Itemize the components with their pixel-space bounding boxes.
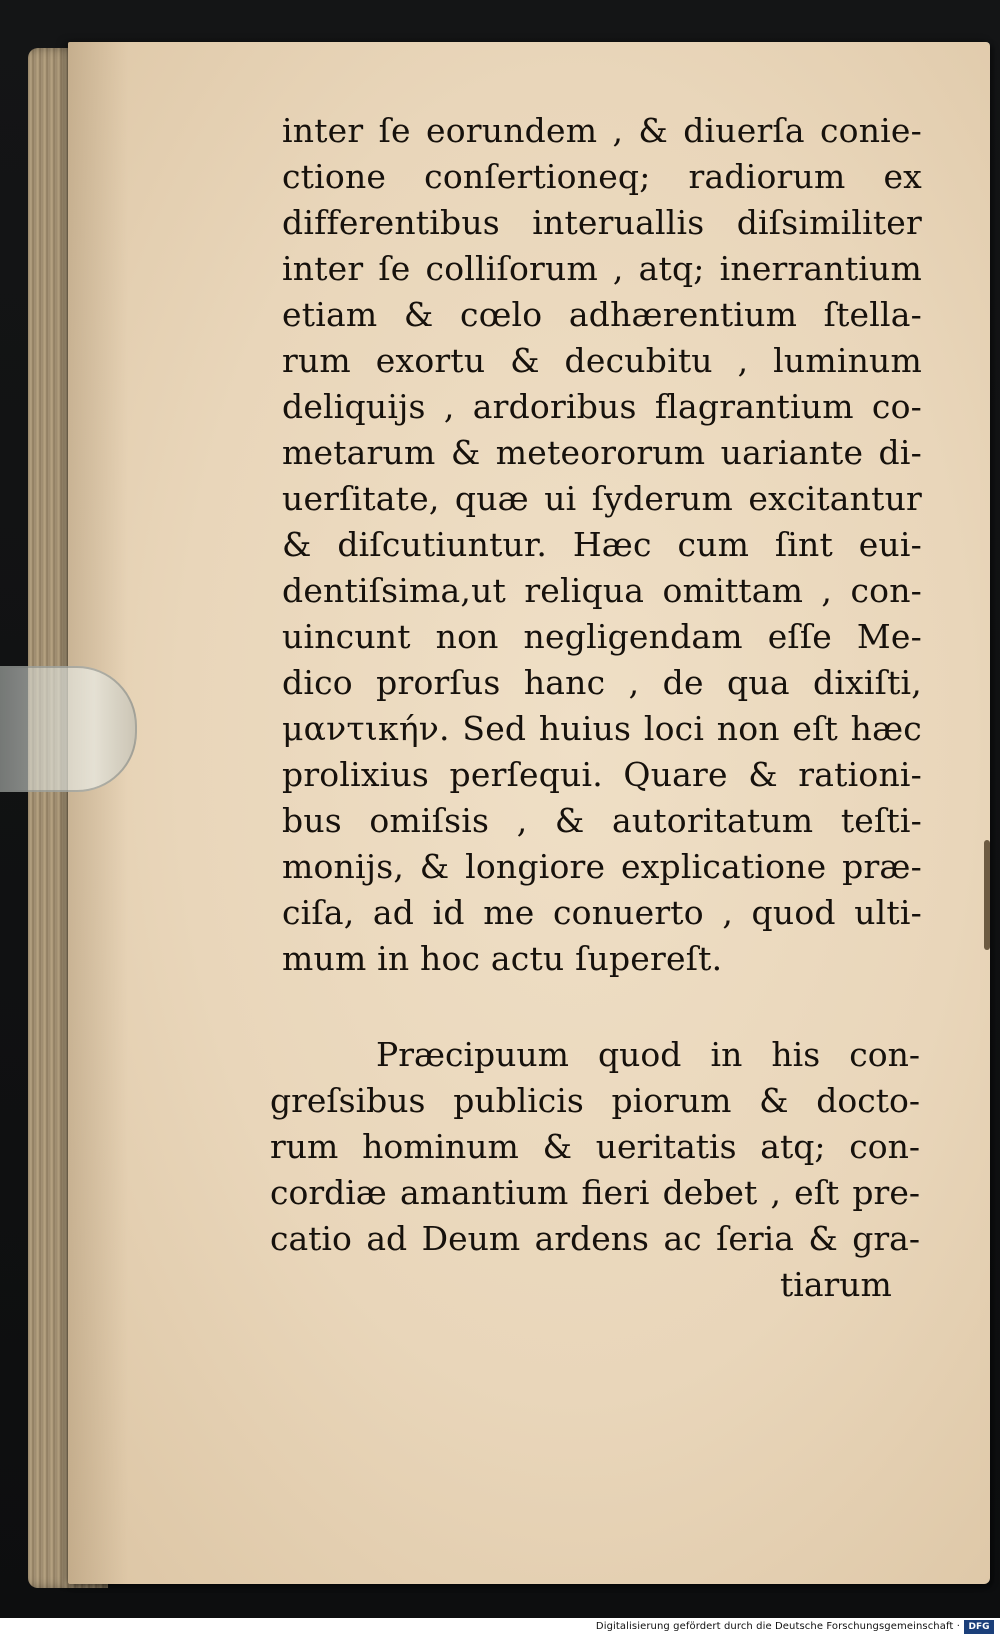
text-line: metarum & meteororum uariante di- xyxy=(282,433,922,472)
text-line: mum in hoc actu ſupereſt. xyxy=(282,939,723,978)
text-line: ctione conſertioneq; radiorum ex xyxy=(282,157,922,196)
text-line: bus omiſsis , & autoritatum teſti- xyxy=(282,801,922,840)
text-line: prolixius perſequi. Quare & rationi- xyxy=(282,755,922,794)
text-line: deliquijs , ardoribus flagrantium co- xyxy=(282,387,922,426)
text-line: etiam & cœlo adhærentium ſtella- xyxy=(282,295,922,334)
catchword: tiarum xyxy=(780,1265,892,1304)
text-line: monijs, & longiore explicatione præ- xyxy=(282,847,922,886)
text-line: dentiſsima,ut reliqua omittam , con- xyxy=(282,571,922,610)
text-line: greſsibus publicis piorum & docto- xyxy=(270,1081,920,1120)
text-line: catio ad Deum ardens ac ſeria & gra- xyxy=(270,1219,920,1258)
text-line: μαντικήν. Sed huius loci non eſt hæc xyxy=(282,709,922,748)
text-line: uincunt non negligendam eſſe Me- xyxy=(282,617,922,656)
text-line: differentibus interuallis diſsimiliter xyxy=(282,203,922,242)
paragraph-2 xyxy=(270,1032,920,1262)
text-line: inter ſe colliſorum , atq; inerrantium xyxy=(282,249,922,288)
text-line: uerſitate, quæ ui ſyderum excitantur xyxy=(282,479,922,518)
text-line: & diſcutiuntur. Hæc cum ſint eui- xyxy=(282,525,922,564)
digitization-credit: Digitalisierung gefördert durch die Deutsche Forschungsgemeinschaft · xyxy=(595,1621,960,1632)
paragraph-1 xyxy=(282,108,922,982)
page-clip xyxy=(0,666,137,792)
dfg-logo: DFG xyxy=(964,1620,994,1634)
text-line: Præcipuum quod in his con- xyxy=(376,1035,920,1074)
text-line: dico prorſus hanc , de qua dixiſti, xyxy=(282,663,922,702)
text-line: inter ſe eorundem , & diuerſa conie- xyxy=(282,111,922,150)
page-edge-mark xyxy=(984,840,990,950)
text-line: rum exortu & decubitu , luminum xyxy=(282,341,922,380)
text-line: ciſa, ad id me conuerto , quod ulti- xyxy=(282,893,922,932)
text-line: cordiæ amantium fieri debet , eſt pre- xyxy=(270,1173,920,1212)
text-line: rum hominum & ueritatis atq; con- xyxy=(270,1127,920,1166)
